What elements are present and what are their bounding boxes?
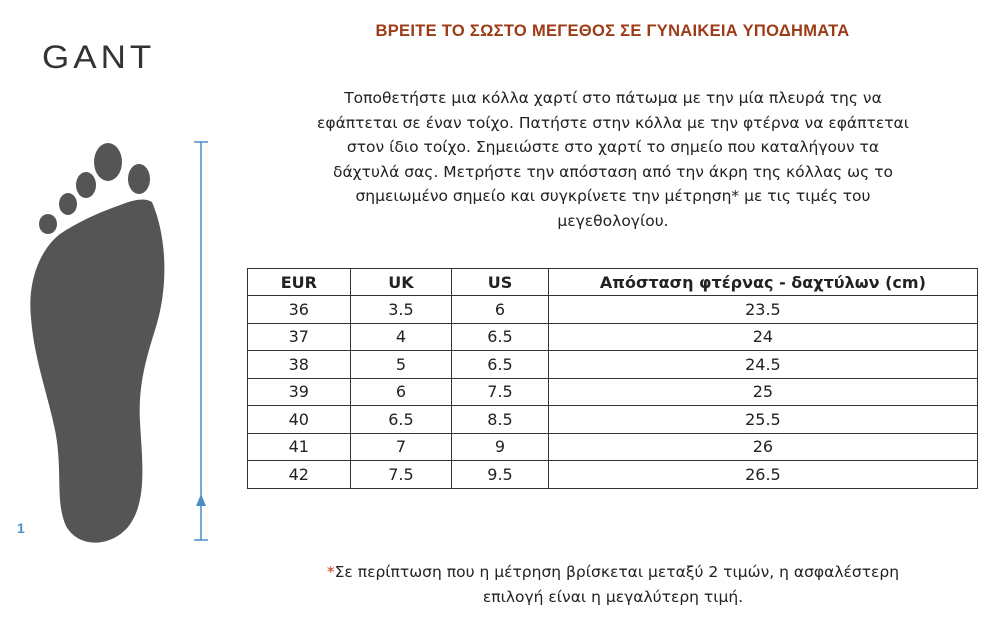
header-uk: UK [350,269,452,296]
cell-uk: 6.5 [350,406,452,434]
table-row [248,378,978,406]
instructions-line: δάχτυλά σας. Μετρήστε την απόσταση από την άκρη της κόλλας ως το [332,162,894,181]
header-cm: Απόσταση φτέρνας - δαχτύλων (cm) [548,269,977,296]
instructions-text [248,86,978,233]
table-row [248,351,978,379]
foot-silhouette-icon [0,130,230,550]
cell-cm: 26 [548,433,977,461]
cell-eur: 40 [248,406,351,434]
table-row [248,433,978,461]
measurement-arrow-icon [196,494,206,506]
footnote-text-1: Σε περίπτωση που η μέτρηση βρίσκεται μεταξύ 2 τιμών, η ασφαλέστερη [334,563,900,581]
cell-cm: 25.5 [548,406,977,434]
cell-us: 9.5 [452,461,549,489]
instructions-line: εφάπτεται σε έναν τοίχο. Πατήστε στην κόλλα με την φτέρνα να εφάπτεται [316,113,909,132]
table-row [248,296,978,324]
cell-cm: 24 [548,323,977,351]
cell-uk: 7 [350,433,452,461]
cell-us: 8.5 [452,406,549,434]
cell-us: 9 [452,433,549,461]
table-row [248,323,978,351]
page-marker: 1 [17,520,25,536]
cell-uk: 4 [350,323,452,351]
big-toe [94,143,122,181]
second-toe [128,164,150,194]
cell-cm: 23.5 [548,296,977,324]
page-title: ΒΡΕΙΤΕ ΤΟ ΣΩΣΤΟ ΜΕΓΕΘΟΣ ΣΕ ΓΥΝΑΙΚΕΙΑ ΥΠΟΔΗΜΑΤΑ [375,22,850,40]
size-chart-table [247,268,978,489]
cell-us: 6.5 [452,351,549,379]
cell-uk: 7.5 [350,461,452,489]
cell-eur: 36 [248,296,351,324]
cell-uk: 5 [350,351,452,379]
cell-us: 6.5 [452,323,549,351]
table-row [248,461,978,489]
foot-diagram [0,130,230,550]
header-eur: EUR [248,269,351,296]
cell-us: 7.5 [452,378,549,406]
instructions-line: σημειωμένο σημείο και συγκρίνετε την μέτρηση* με τις τιμές του [355,187,871,205]
little-toe [39,214,57,234]
cell-eur: 41 [248,433,351,461]
instructions-line: μεγεθολογίου. [557,211,669,230]
footnote-asterisk: * [326,563,335,581]
cell-eur: 38 [248,351,351,379]
cell-uk: 6 [350,378,452,406]
instructions-line: στον ίδιο τοίχο. Σημειώστε στο χαρτί το σημείο που καταλήγουν τα [346,138,880,156]
footnote [248,560,978,610]
instructions-line: Τοποθετήστε μια κόλλα χαρτί στο πάτωμα με την μία πλευρά της να [344,89,882,107]
footnote-line-2: επιλογή είναι η μεγαλύτερη τιμή. [482,588,744,606]
cell-cm: 26.5 [548,461,977,489]
cell-eur: 39 [248,378,351,406]
table-row [248,406,978,434]
table-header-row [248,269,978,296]
cell-us: 6 [452,296,549,324]
cell-uk: 3.5 [350,296,452,324]
gant-logo: GANT [42,39,156,76]
cell-eur: 37 [248,323,351,351]
cell-eur: 42 [248,461,351,489]
fourth-toe [59,193,77,215]
cell-cm: 24.5 [548,351,977,379]
footnote-line-1 [248,560,978,585]
cell-cm: 25 [548,378,977,406]
header-us: US [452,269,549,296]
third-toe [76,172,96,198]
sole-shape [30,200,164,543]
